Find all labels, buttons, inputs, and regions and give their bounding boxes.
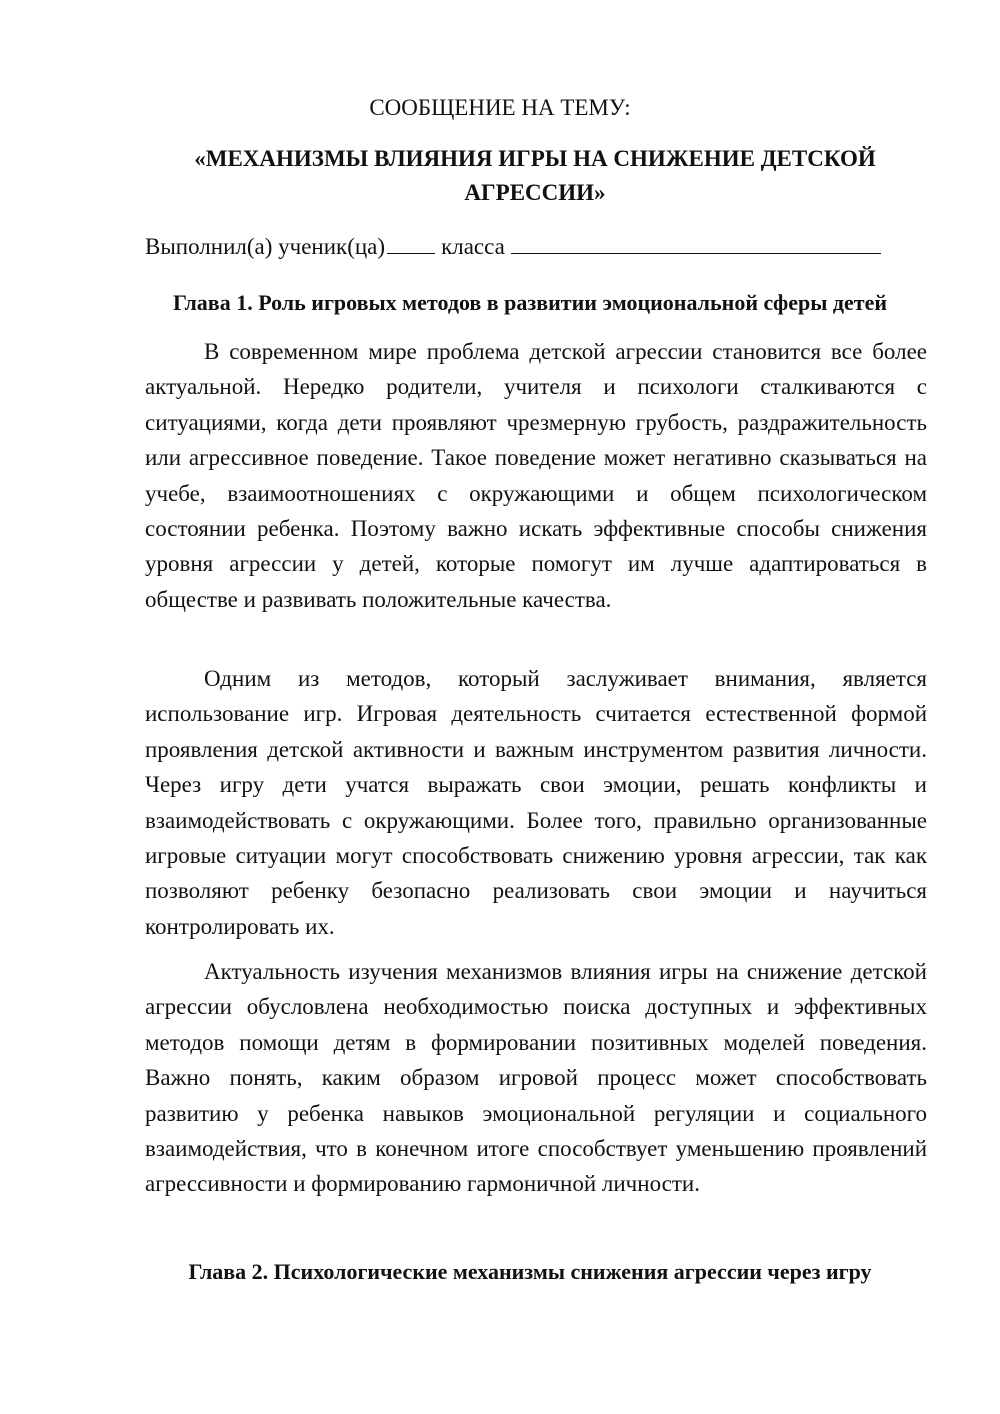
signature-line [145, 232, 945, 262]
class-number-blank [387, 233, 435, 254]
paragraph: В современном мире проблема детской агрессии становится все более актуальной. Нередко родители, учителя и психологи сталкиваются с ситуациями, когда дети проявляют чрезмерную грубость, раздражительность или агрессивное поведение. Такое поведение может негативно сказываться на учебе, взаимоотношениях с окружающими и общем психологическом состоянии ребенка. Поэтому важно искать эффективные способы снижения уровня агрессии у детей, которые помогут им лучше адаптироваться в обществе и развивать положительные качества. [145, 339, 927, 612]
performed-by-label: Выполнил(а) ученик(ца) [145, 234, 386, 259]
chapter-2-heading: Глава 2. Психологические механизмы снижения агрессии через игру [188, 1259, 872, 1284]
student-name-blank [511, 233, 881, 254]
chapter-1-heading: Глава 1. Роль игровых методов в развитии эмоциональной сферы детей [172, 290, 888, 315]
paragraph: Актуальность изучения механизмов влияния игры на снижение детской агрессии обусловлена необходимостью поиска доступных и эффективных методов помощи детям в формировании позитивных моделей поведения. Важно понять, каким образом игровой процесс может способствовать развитию у ребенка навыков эмоциональной регуляции и социального взаимодействия, что в конечном итоге способствует уменьшению проявлений агрессивности и формированию гармоничной личности. [145, 959, 927, 1197]
document-title: «МЕХАНИЗМЫ ВЛИЯНИЯ ИГРЫ НА СНИЖЕНИЕ ДЕТСКОЙ АГРЕССИИ» [194, 146, 876, 205]
class-label: класса [441, 234, 505, 259]
pre-title: СООБЩЕНИЕ НА ТЕМУ: [369, 95, 631, 120]
paragraph: Одним из методов, который заслуживает внимания, является использование игр. Игровая деятельность считается естественной формой проявления детской активности и важным инструментом развития личности. Через игру дети учатся выражать свои эмоции, решать конфликты и взаимодействовать с окружающими. Более того, правильно организованные игровые ситуации могут способствовать снижению уровня агрессии, так как позволяют ребенку безопасно реализовать свои эмоции и научиться контролировать их. [145, 666, 927, 939]
